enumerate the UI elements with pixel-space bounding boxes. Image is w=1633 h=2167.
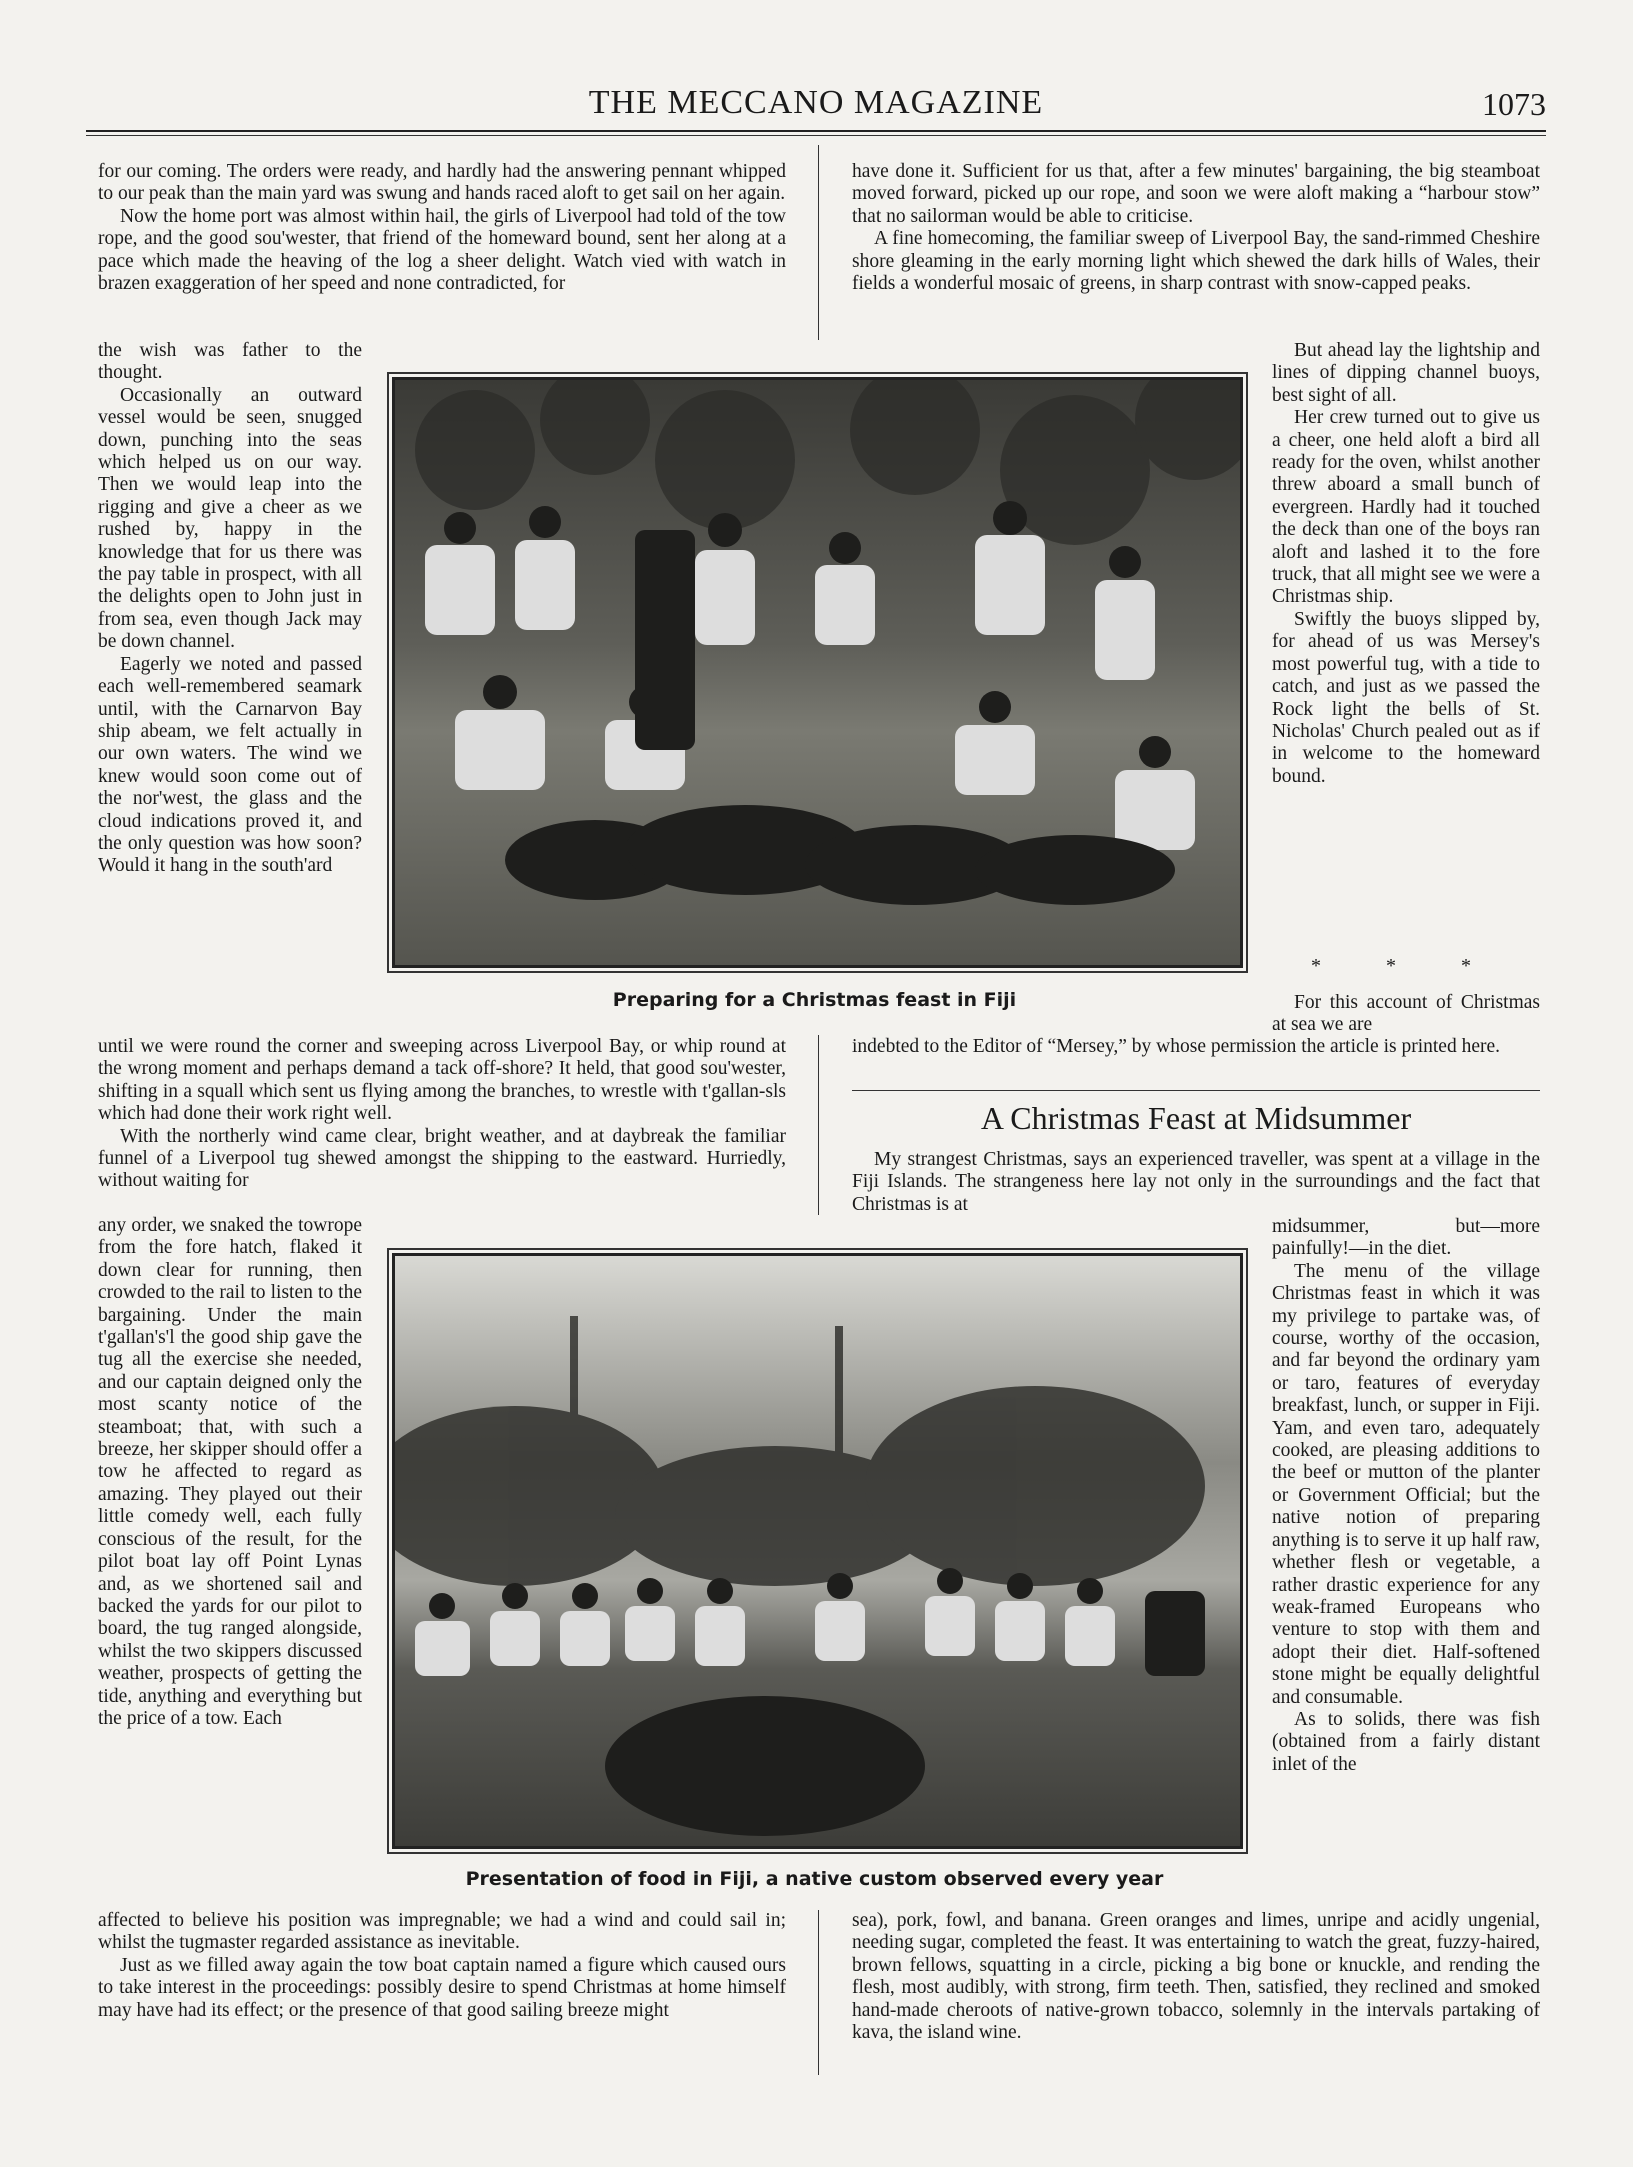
paragraph: until we were round the corner and sweeping across Liverpool Bay, or whip round at the wrong moment and perhaps demand a tack off-shore? It held, that good sou'wester, shifting in a squall which sent us flying among the branches, to wrestle with t'gallan-sls which had done their work right well. [98, 1036, 786, 1125]
paragraph: As to solids, there was fish (obtained from a fairly distant inlet of the [1272, 1708, 1540, 1775]
photo-illustration [395, 380, 1240, 965]
paragraph: For this account of Christmas at sea we are [1272, 992, 1540, 1036]
paragraph: Just as we filled away again the tow boat captain named a figure which caused ours to take interest in the proceedings: possibly desire to spend Christmas at home himself may have had its effect; or the presence of that good sailing breeze might [98, 1954, 786, 2021]
col2-narrow-text-2 [1272, 1216, 1540, 1776]
paragraph: affected to believe his position was impregnable; we had a wind and could sail in; whilst the tugmaster regarded assistance as inevitable. [98, 1910, 786, 1954]
column-divider [818, 1910, 819, 2075]
col2-top-text [852, 161, 1540, 295]
section-stars: * * * [1311, 955, 1501, 977]
paragraph: Occasionally an outward vessel would be seen, snugged down, punching into the seas which helped us on our way. Then we would leap into the rigging and give a cheer as we rushed by, happy in the knowledge that for us there was the pay table in prospect, with all the delights open to John just in from sea, even though Jack may be down channel. [98, 384, 362, 653]
paragraph: sea), pork, fowl, and banana. Green oranges and limes, unripe and acidly ungenial, needing sugar, completed the feast. It was entertaining to watch the great, fuzzy-haired, brown fellows, squatting in a circle, picking a big bone or knuckle, and rending the flesh, most audibly, with strong, firm teeth. Then, satisfied, they reclined and smoked hand-made cheroots of native-grown tobacco, solemnly in the intervals partaking of kava, the island wine. [852, 1910, 1540, 2044]
col2-narrow-text-1 [1272, 340, 1540, 788]
col1-narrow-text-1 [98, 340, 362, 878]
paragraph: With the northerly wind came clear, bright weather, and at daybreak the familiar funnel of a Liverpool tug shewed amongst the shipping to the eastward. Hurriedly, without waiting for [98, 1125, 786, 1192]
paragraph: the wish was father to the thought. [98, 340, 362, 384]
page-number: 1073 [1482, 86, 1546, 122]
paragraph: Her crew turned out to give us a cheer, one held aloft a bird all ready for the oven, whilst another threw aboard a small bunch of evergreen. Hardly had it touched the deck than one of the boys ran aloft and lashed it to the fore truck, that all might see we were a Christmas ship. [1272, 407, 1540, 608]
photo-illustration [395, 1256, 1240, 1846]
col2-mid-text [852, 1036, 1540, 1058]
col1-mid-text [98, 1036, 786, 1193]
column-divider [818, 1035, 819, 1215]
section-rule [852, 1090, 1540, 1091]
paragraph: The menu of the village Christmas feast in which it was my privilege to partake was, of course, worthy of the occasion, and far beyond the ordinary yam or taro, features of everyday breakfast, lunch, or supper in Fiji. Yam, and even taro, adequately cooked, are pleasing additions to the beef or mutton of the planter or Government Official; but the native notion of preparing anything is to serve it up half raw, whether flesh or vegetable, a rather drastic experience for any weak-framed Europeans who venture to stop with them and adopt their diet. Half-softened stone might be equally delightful and consumable. [1272, 1260, 1540, 1708]
paragraph: for our coming. The orders were ready, and hardly had the answering pennant whipped to our peak than the main yard was swung and hands raced aloft to get sail on her again. [98, 161, 786, 205]
page-header [86, 84, 1546, 126]
paragraph: Eagerly we noted and passed each well-remembered seamark until, with the Carnarvon Bay ship abeam, we felt actually in our own waters. The wind we knew would soon come out of the nor'west, the glass and the cloud indications proved it, and the only question was how soon? Would it hang in the south'ard [98, 653, 362, 877]
paragraph: But ahead lay the lightship and lines of dipping channel buoys, best sight of all. [1272, 340, 1540, 406]
col1-bottom-text [98, 1910, 786, 2022]
caption-photo-2: Presentation of food in Fiji, a native custom observed every year [465, 1868, 1164, 1890]
header-rule [86, 130, 1546, 132]
paragraph: Now the home port was almost within hail, the girls of Liverpool had told of the tow rope, and the good sou'wester, that friend of the homeward bound, sent her along at a pace which made the heaving of the log a sheer delight. Watch vied with watch in brazen exaggeration of her speed and none contradicted, for [98, 205, 786, 295]
col2-bottom-text [852, 1910, 1540, 2044]
photo-presentation-of-food [392, 1253, 1243, 1849]
caption-photo-1: Preparing for a Christmas feast in Fiji [612, 989, 1017, 1011]
photo-christmas-feast-preparation [392, 377, 1243, 968]
paragraph: indebted to the Editor of “Mersey,” by whose permission the article is printed here. [852, 1036, 1501, 1057]
paragraph: any order, we snaked the towrope from the fore hatch, flaked it down clear for running, then crowded to the rail to listen to the bargaining. Under the main t'gallan's'l the good ship gave the tug all the exercise she needed, and our captain deigned only the most scanty notice of the steamboat; that, with such a breeze, her skipper should offer a tow he affected to regard as amazing. They played out their little comedy well, each fully conscious of the result, for the pilot boat lay off Point Lynas and, as we shortened sail and backed the yards for our pilot to board, the tug ranged alongside, whilst the two skippers discussed weather, prospects of getting the tide, anything and everything but the price of a tow. Each [98, 1215, 362, 1729]
paragraph: Swiftly the buoys slipped by, for ahead of us was Mersey's most powerful tug, with a tide to catch, and just as we passed the Rock light the bells of St. Nicholas' Church pealed out as if in welcome to the homeward bound. [1272, 608, 1540, 787]
col1-narrow-text-2 [98, 1215, 362, 1730]
paragraph: midsummer, but—more painfully!—in the diet. [1272, 1216, 1540, 1260]
paragraph: My strangest Christmas, says an experienced traveller, was spent at a village in the Fiji Islands. The strangeness here lay not only in the surroundings and the fact that Christmas is at [852, 1149, 1540, 1215]
col1-top-text [98, 161, 786, 295]
col2-narrow-text-1b [1272, 992, 1540, 1037]
col2-feast-text [852, 1149, 1540, 1216]
paragraph: have done it. Sufficient for us that, after a few minutes' bargaining, the big steamboat moved forward, picked up our rope, and soon we were aloft making a “harbour stow” that no sailorman would be able to criticise. [852, 161, 1540, 227]
magazine-title: THE MECCANO MAGAZINE [588, 84, 1044, 121]
header-rule-thin [86, 135, 1546, 136]
column-divider [818, 145, 819, 340]
paragraph: A fine homecoming, the familiar sweep of Liverpool Bay, the sand-rimmed Cheshire shore gleaming in the early morning light which shewed the dark hills of Wales, their fields a wonderful mosaic of greens, in sharp contrast with snow-capped peaks. [852, 228, 1540, 295]
article-heading: A Christmas Feast at Midsummer [980, 1100, 1412, 1136]
